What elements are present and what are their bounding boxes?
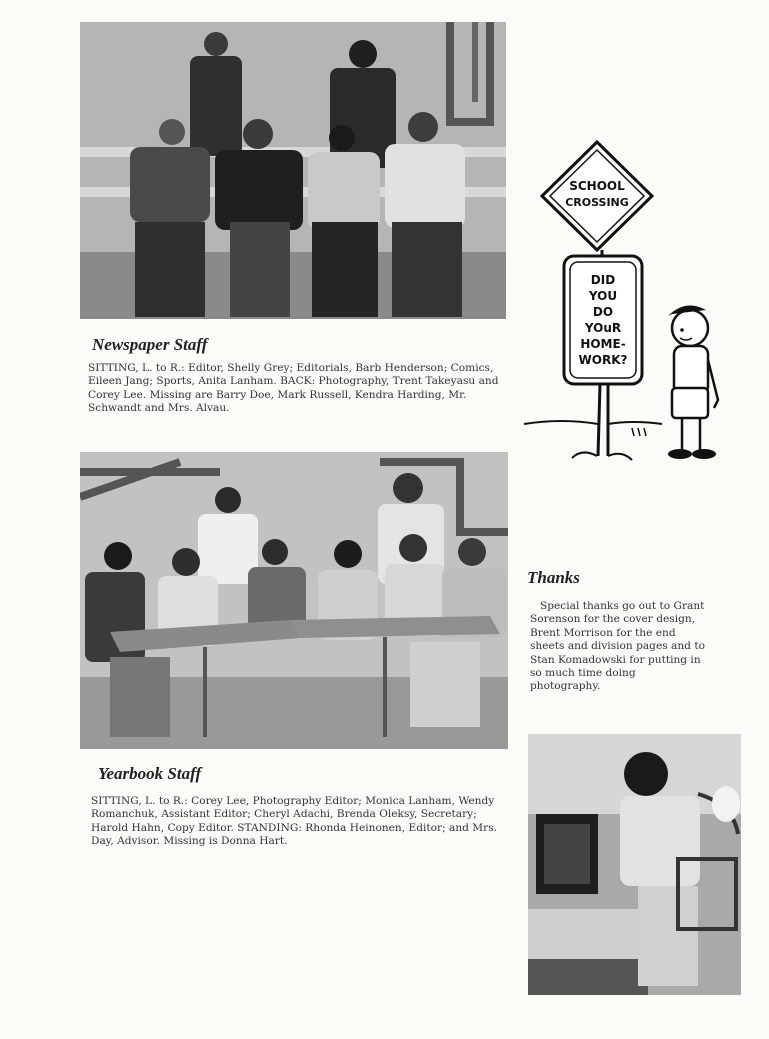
yearbook-staff-photo xyxy=(80,452,508,749)
newspaper-staff-photo xyxy=(80,22,506,319)
sign-line-1: DID xyxy=(590,273,616,287)
sign-top-line1: SCHOOL xyxy=(569,179,625,193)
sign-line-6: WORK? xyxy=(578,353,628,367)
yearbook-staff-title: Yearbook Staff xyxy=(98,764,202,783)
thanks-text: Special thanks go out to Grant Sorenson for the cover design, Brent Morrison for the end sheets and division pages and to Stan Komadowski for putting in so much time doing photography. xyxy=(530,600,705,693)
sign-line-3: DO xyxy=(592,305,614,319)
photographer-photo xyxy=(528,734,741,995)
school-crossing-cartoon xyxy=(522,138,732,478)
thanks-title: Thanks xyxy=(527,568,580,587)
yearbook-staff-caption: SITTING, L. to R.: Corey Lee, Photography Editor; Monica Lanham, Wendy Romanchuk, Assistant Editor; Cheryl Adachi, Brenda Oleksy, Secretary; Harold Hahn, Copy Editor. STANDING: Rhonda Heinonen, Editor; and Mrs. Day, Advisor. Missing is Donna Hart. xyxy=(91,795,498,848)
newspaper-staff-caption: SITTING, L. to R.: Editor, Shelly Grey; Editorials, Barb Henderson; Comics, Eileen Jang; Sports, Anita Lanham. BACK: Photography, Trent Takeyasu and Corey Lee. Missing are Barry Doe, Mark Russell, Kendra Harding, Mr. Schwandt and Mrs. Alvau. xyxy=(88,362,499,415)
sign-line-2: YOU xyxy=(588,289,618,303)
sign-line-5: HOME- xyxy=(580,337,626,351)
newspaper-staff-title: Newspaper Staff xyxy=(92,335,208,354)
sign-top-line2: CROSSING xyxy=(565,196,629,209)
sign-line-4: YOuR xyxy=(584,321,622,335)
